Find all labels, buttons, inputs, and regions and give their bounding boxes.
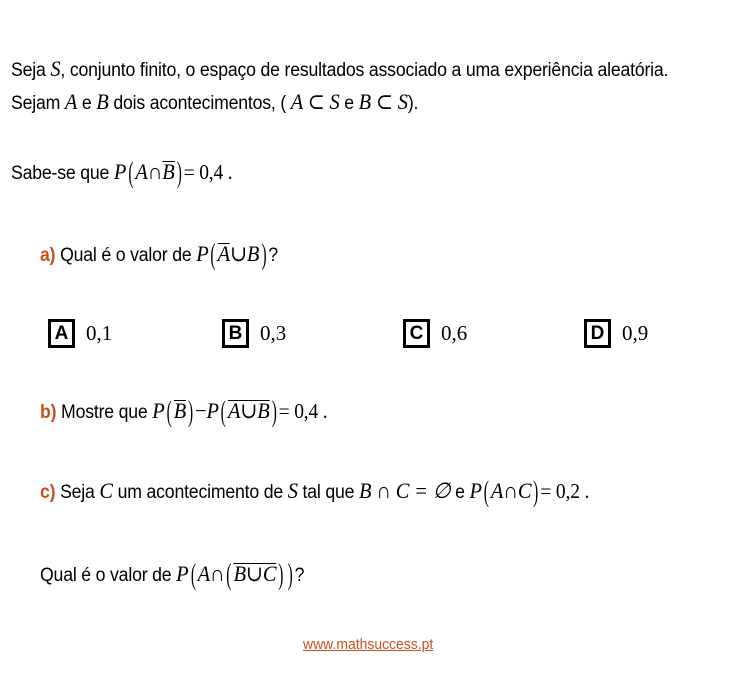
part-b-line: [40, 395, 328, 428]
event-B: B: [96, 89, 109, 114]
option-a-letter: A: [48, 319, 75, 348]
intro-line-1: [11, 56, 668, 84]
part-a-label: a): [40, 245, 56, 266]
intro-and-2: e: [339, 93, 359, 114]
part-c-and: e: [450, 482, 470, 503]
option-c-letter: C: [403, 319, 430, 348]
option-b-value: 0,3: [260, 320, 287, 345]
option-d-value: 0,9: [622, 320, 649, 345]
option-c-value: 0,6: [441, 320, 468, 345]
intro-text-1a: Seja: [11, 60, 51, 81]
part-c-label: c): [40, 482, 56, 503]
part-a-formula: P(A∪B): [196, 238, 267, 271]
part-a-suffix: ?: [268, 245, 279, 266]
option-d[interactable]: [584, 318, 648, 348]
intro-text-2b: dois acontecimentos, (: [108, 93, 291, 114]
condition-B-subset-S: B ⊂ S: [358, 89, 408, 114]
question-c-text: Qual é o valor de: [40, 565, 177, 586]
intro-text-1b: , conjunto finito, o espaço de resultados associado a uma experiência aleatória.: [60, 60, 669, 81]
question-c-formula: P(A∩(B∪C) ): [176, 558, 293, 591]
event-A: A: [64, 89, 78, 114]
option-a-value: 0,1: [86, 320, 113, 345]
part-c-text-3: tal que: [297, 482, 360, 503]
part-b-text: Mostre que: [56, 402, 153, 423]
part-c-formula: P(A∩C): [469, 475, 539, 508]
part-b-formula: P(B)−P(A∪B): [152, 395, 277, 428]
set-S: S: [50, 56, 61, 81]
part-a-text: Qual é o valor de: [55, 245, 197, 266]
option-c[interactable]: [403, 318, 467, 348]
option-d-letter: D: [584, 319, 611, 348]
known-prefix: Sabe-se que: [11, 163, 114, 184]
footer-website-link[interactable]: www.mathsuccess.pt: [303, 636, 434, 653]
option-b-letter: B: [222, 319, 249, 348]
intro-text-2c: ).: [407, 93, 419, 114]
part-b-label: b): [40, 402, 57, 423]
intro-text-2a: Sejam: [11, 93, 65, 114]
part-c-line: [40, 475, 590, 508]
intro-line-2: [11, 89, 418, 117]
set-S-c: S: [287, 478, 298, 503]
part-a-line: [40, 238, 279, 271]
event-C: C: [99, 478, 113, 503]
part-c-value: = 0,2 .: [540, 479, 590, 503]
condition-A-subset-S: A ⊂ S: [290, 89, 340, 114]
question-c-line: [40, 558, 305, 591]
question-c-suffix: ?: [294, 565, 305, 586]
condition-B-inter-C: B ∩ C = ∅: [359, 478, 451, 503]
intro-and: e: [77, 93, 97, 114]
known-probability-line: [11, 156, 233, 189]
known-formula: P(A∩B): [113, 156, 182, 189]
option-a[interactable]: [48, 318, 112, 348]
option-b[interactable]: [222, 318, 286, 348]
part-b-value: = 0,4 .: [278, 399, 328, 423]
part-c-text-2: um acontecimento de: [112, 482, 288, 503]
known-value: = 0,4 .: [183, 160, 233, 184]
part-c-text-1: Seja: [55, 482, 100, 503]
